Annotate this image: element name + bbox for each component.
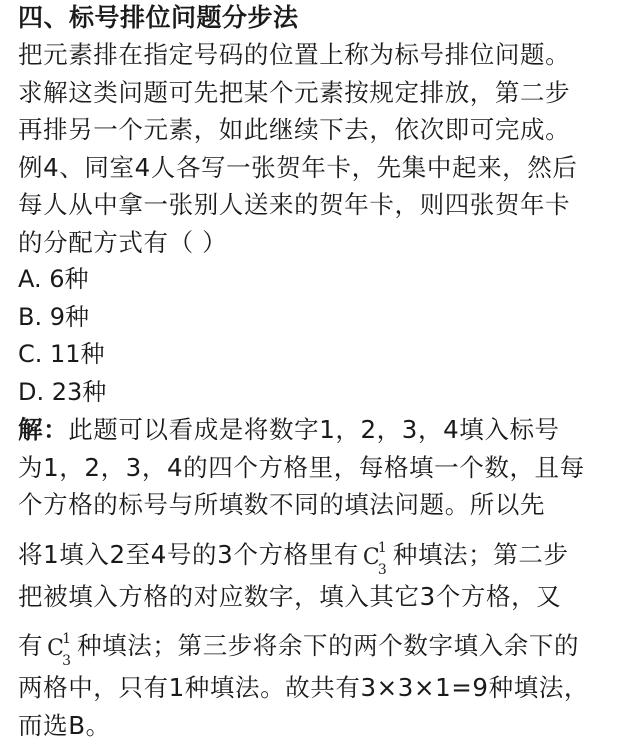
solution-line: 把被填入方格的对应数字，填入其它3个方格，又 [18,581,562,611]
example-line: 的分配方式有（ ） [18,227,228,257]
section-heading: 四、标号排位问题分步法 [18,3,299,32]
example-question [18,149,626,262]
example-line: 例4、同室4人各写一张贺年卡，先集中起来，然后 [18,152,578,182]
combination-subscript: 3 [62,653,72,669]
solution-line: 个方格的标号与所填数不同的填法问题。所以先 [18,490,546,519]
solution-line [18,524,626,578]
option-a: A. 6种 [18,265,89,293]
combination-letter: C [362,544,381,570]
intro-paragraph [18,36,626,149]
option-d: D. 23种 [18,377,107,406]
option-b: B. 9种 [18,302,89,331]
solution-text: 有 [18,631,44,660]
combination-letter: C [47,636,65,661]
solution-text: 将1填入2至4号的3个方格里有 [18,539,359,569]
intro-line: 把元素排在指定号码的位置上称为标号排位问题。 [18,40,571,69]
option-c: C. 11种 [18,340,105,368]
combination-superscript: 1 [377,539,388,556]
combination-superscript: 1 [62,631,72,647]
solution-line [18,615,626,669]
intro-line: 再排另一个元素，如此继续下去，依次即可完成。 [18,115,571,144]
example-line: 每人从中拿一张别人送来的贺年卡，则四张贺年卡 [18,190,571,219]
solution-text: 种填法；第二步 [392,539,569,569]
solution-label: 解： [18,415,69,444]
solution-text: 种填法；第三步将余下的两个数字填入余下的 [77,631,580,660]
options-list [18,261,626,411]
intro-line: 求解这类问题可先把某个元素按规定排放，第二步 [18,77,571,107]
solution-line [18,411,626,449]
solution-line: 为1，2，3，4的四个方格里，每格填一个数，且每 [18,452,585,482]
solution-line: 而选B。 [18,710,111,740]
solution-text: 此题可以看成是将数字1，2，3，4填入标号 [68,415,560,444]
solution-line: 两格中，只有1种填法。故共有3×3×1=9种填法， [18,673,590,702]
solution-block [18,411,626,744]
combination-subscript: 3 [377,561,388,578]
combination-formula [362,537,391,578]
combination-formula [47,628,75,669]
